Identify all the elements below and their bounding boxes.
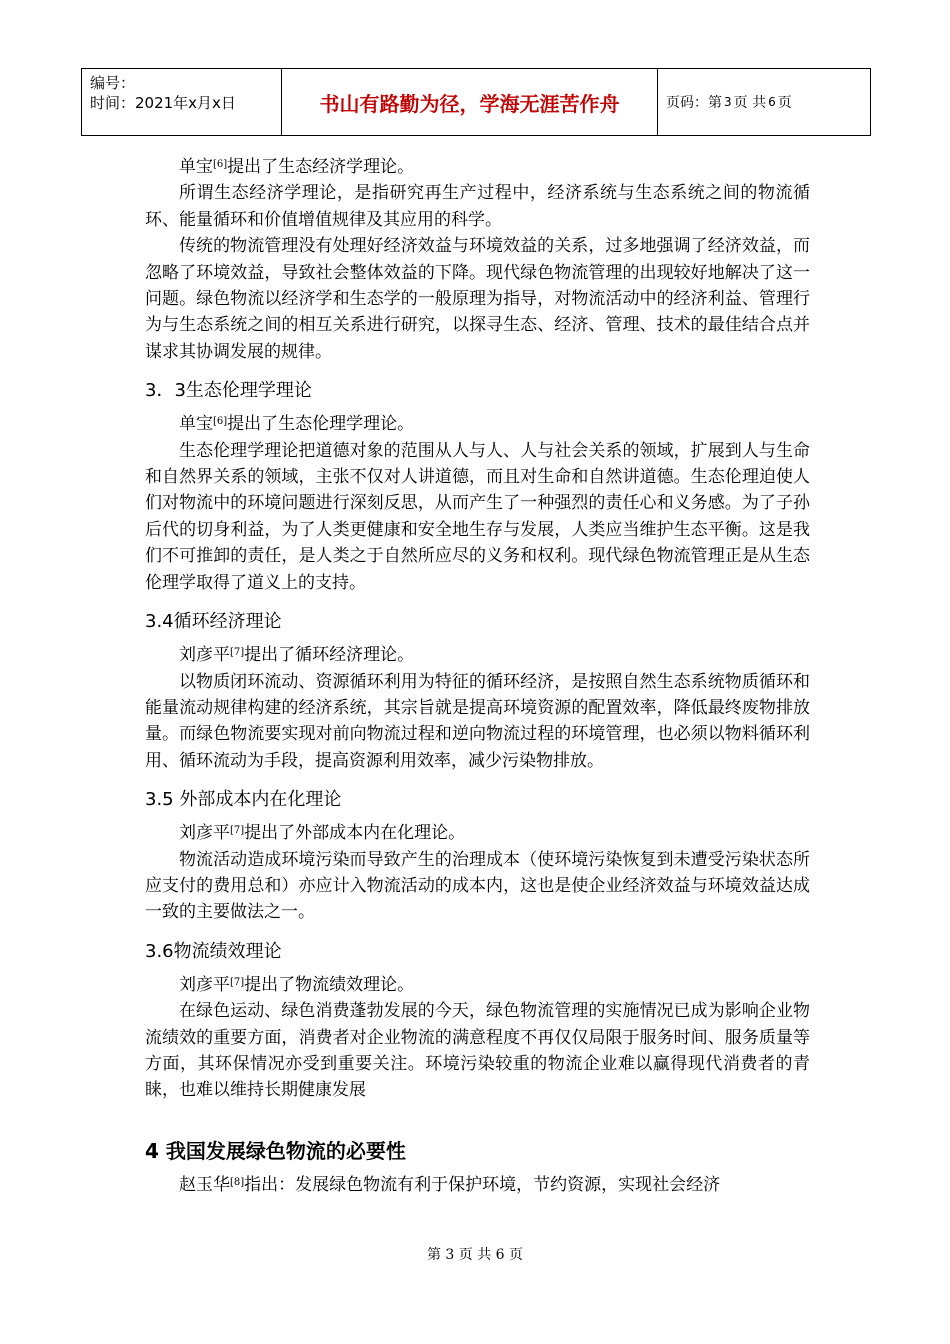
reference-mark: [7] bbox=[230, 825, 245, 837]
paragraph: 生态伦理学理论把道德对象的范围从人与人、人与社会关系的领域，扩展到人与生命和自然界关系的领域，主张不仅对人讲道德，而且对生命和自然讲道德。生态伦理迫使人们对物流中的环境问题进行深刻反思，从而产生了一种强烈的责任心和义务感。为了子孙后代的切身利益，为了人类更健康和安全地生存与发展，人类应当维护生态平衡。这是我们不可推卸的责任，是人类之于自然所应尽的义务和权利。现代绿色物流管理正是从生态伦理学取得了道义上的支持。 bbox=[145, 440, 810, 593]
time-label: 时间：2021年x月x日 bbox=[90, 94, 236, 112]
chapter-heading-4: 4 我国发展绿色物流的必要性 bbox=[145, 1138, 406, 1163]
section-heading-3-5: 3.5 外部成本内在化理论 bbox=[145, 789, 342, 811]
citation-text: 提出了外部成本内在化理论。 bbox=[244, 823, 466, 844]
header-meta-cell bbox=[82, 69, 282, 135]
citation-text: 提出了循环经济理论。 bbox=[244, 645, 415, 666]
header-motto: 书山有路勤为径，学海无涯苦作舟 bbox=[282, 69, 658, 135]
paragraph: 以物质闭环流动、资源循环利用为特征的循环经济，是按照自然生态系统物质循环和能量流动规律构建的经济系统，其宗旨就是提高环境资源的配置效率，降低最终废物排放量。而绿色物流要实现对前向物流过程和逆向物流过程的环境管理，也必须以物料循环利用、循环流动为手段，提高资源利用效率，减少污染物排放。 bbox=[145, 671, 810, 771]
paragraph-citation bbox=[145, 1172, 810, 1198]
page-total: 6 bbox=[768, 95, 776, 109]
section-heading-3-6: 3.6物流绩效理论 bbox=[145, 940, 282, 962]
paragraph: 所谓生态经济学理论，是指研究再生产过程中，经济系统与生态系统之间的物流循环、能量循环和价值增值规律及其应用的科学。 bbox=[145, 183, 810, 230]
citation-text: 提出了生态伦理学理论。 bbox=[227, 414, 415, 435]
paragraph-citation bbox=[145, 820, 810, 846]
reference-mark: [7] bbox=[230, 976, 245, 988]
author: 单宝 bbox=[179, 414, 213, 435]
citation-text: 提出了物流绩效理论。 bbox=[244, 974, 415, 995]
page-prefix: 页码：第 bbox=[666, 95, 722, 111]
header-table bbox=[81, 68, 871, 136]
page-mid: 页 共 bbox=[733, 95, 767, 111]
reference-mark: [6] bbox=[213, 159, 228, 170]
citation-text: 提出了生态经济学理论。 bbox=[227, 157, 415, 177]
paragraph-citation bbox=[145, 642, 810, 668]
reference-mark: [6] bbox=[213, 416, 228, 428]
paragraph-citation bbox=[145, 411, 810, 437]
paragraph: 在绿色运动、绿色消费蓬勃发展的今天，绿色物流管理的实施情况已成为影响企业物流绩效的重要方面，消费者对企业物流的满意程度不再仅仅局限于服务时间、服务质量等方面，其环保情况亦受到重要关注。环境污染较重的物流企业难以赢得现代消费者的青睐，也难以维持长期健康发展 bbox=[145, 1001, 810, 1101]
page-footer: 第 3 页 共 6 页 bbox=[426, 1247, 524, 1263]
number-label: 编号： bbox=[90, 74, 136, 92]
citation-text: 指出：发展绿色物流有利于保护环境，节约资源，实现社会经济 bbox=[244, 1174, 721, 1195]
paragraph: 传统的物流管理没有处理好经济效益与环境效益的关系，过多地强调了经济效益，而忽略了环境效益，导致社会整体效益的下降。现代绿色物流管理的出现较好地解决了这一问题。绿色物流以经济学和生态学的一般原理为指导，对物流活动中的经济利益、管理行为与生态系统之间的相互关系进行研究，以探寻生态、经济、管理、技术的最佳结合点并谋求其协调发展的规律。 bbox=[145, 236, 810, 362]
reference-mark: [7] bbox=[230, 647, 245, 659]
page-suffix: 页 bbox=[777, 95, 792, 111]
document-body bbox=[145, 154, 810, 1198]
author: 刘彦平 bbox=[179, 645, 230, 666]
author: 单宝 bbox=[179, 157, 213, 177]
section-heading-3-3: 3．3生态伦理学理论 bbox=[145, 380, 312, 402]
page-current: 3 bbox=[724, 95, 732, 109]
author: 赵玉华 bbox=[179, 1174, 230, 1195]
header-page-cell bbox=[658, 69, 870, 135]
author: 刘彦平 bbox=[179, 823, 230, 844]
reference-mark: [8] bbox=[230, 1176, 245, 1188]
author: 刘彦平 bbox=[179, 974, 230, 995]
paragraph-citation bbox=[145, 154, 810, 180]
section-heading-3-4: 3.4循环经济理论 bbox=[145, 611, 282, 633]
paragraph-citation bbox=[145, 972, 810, 998]
paragraph: 物流活动造成环境污染而导致产生的治理成本（使环境污染恢复到未遭受污染状态所应支付的费用总和）亦应计入物流活动的成本内，这也是使企业经济效益与环境效益达成一致的主要做法之一。 bbox=[145, 849, 810, 923]
